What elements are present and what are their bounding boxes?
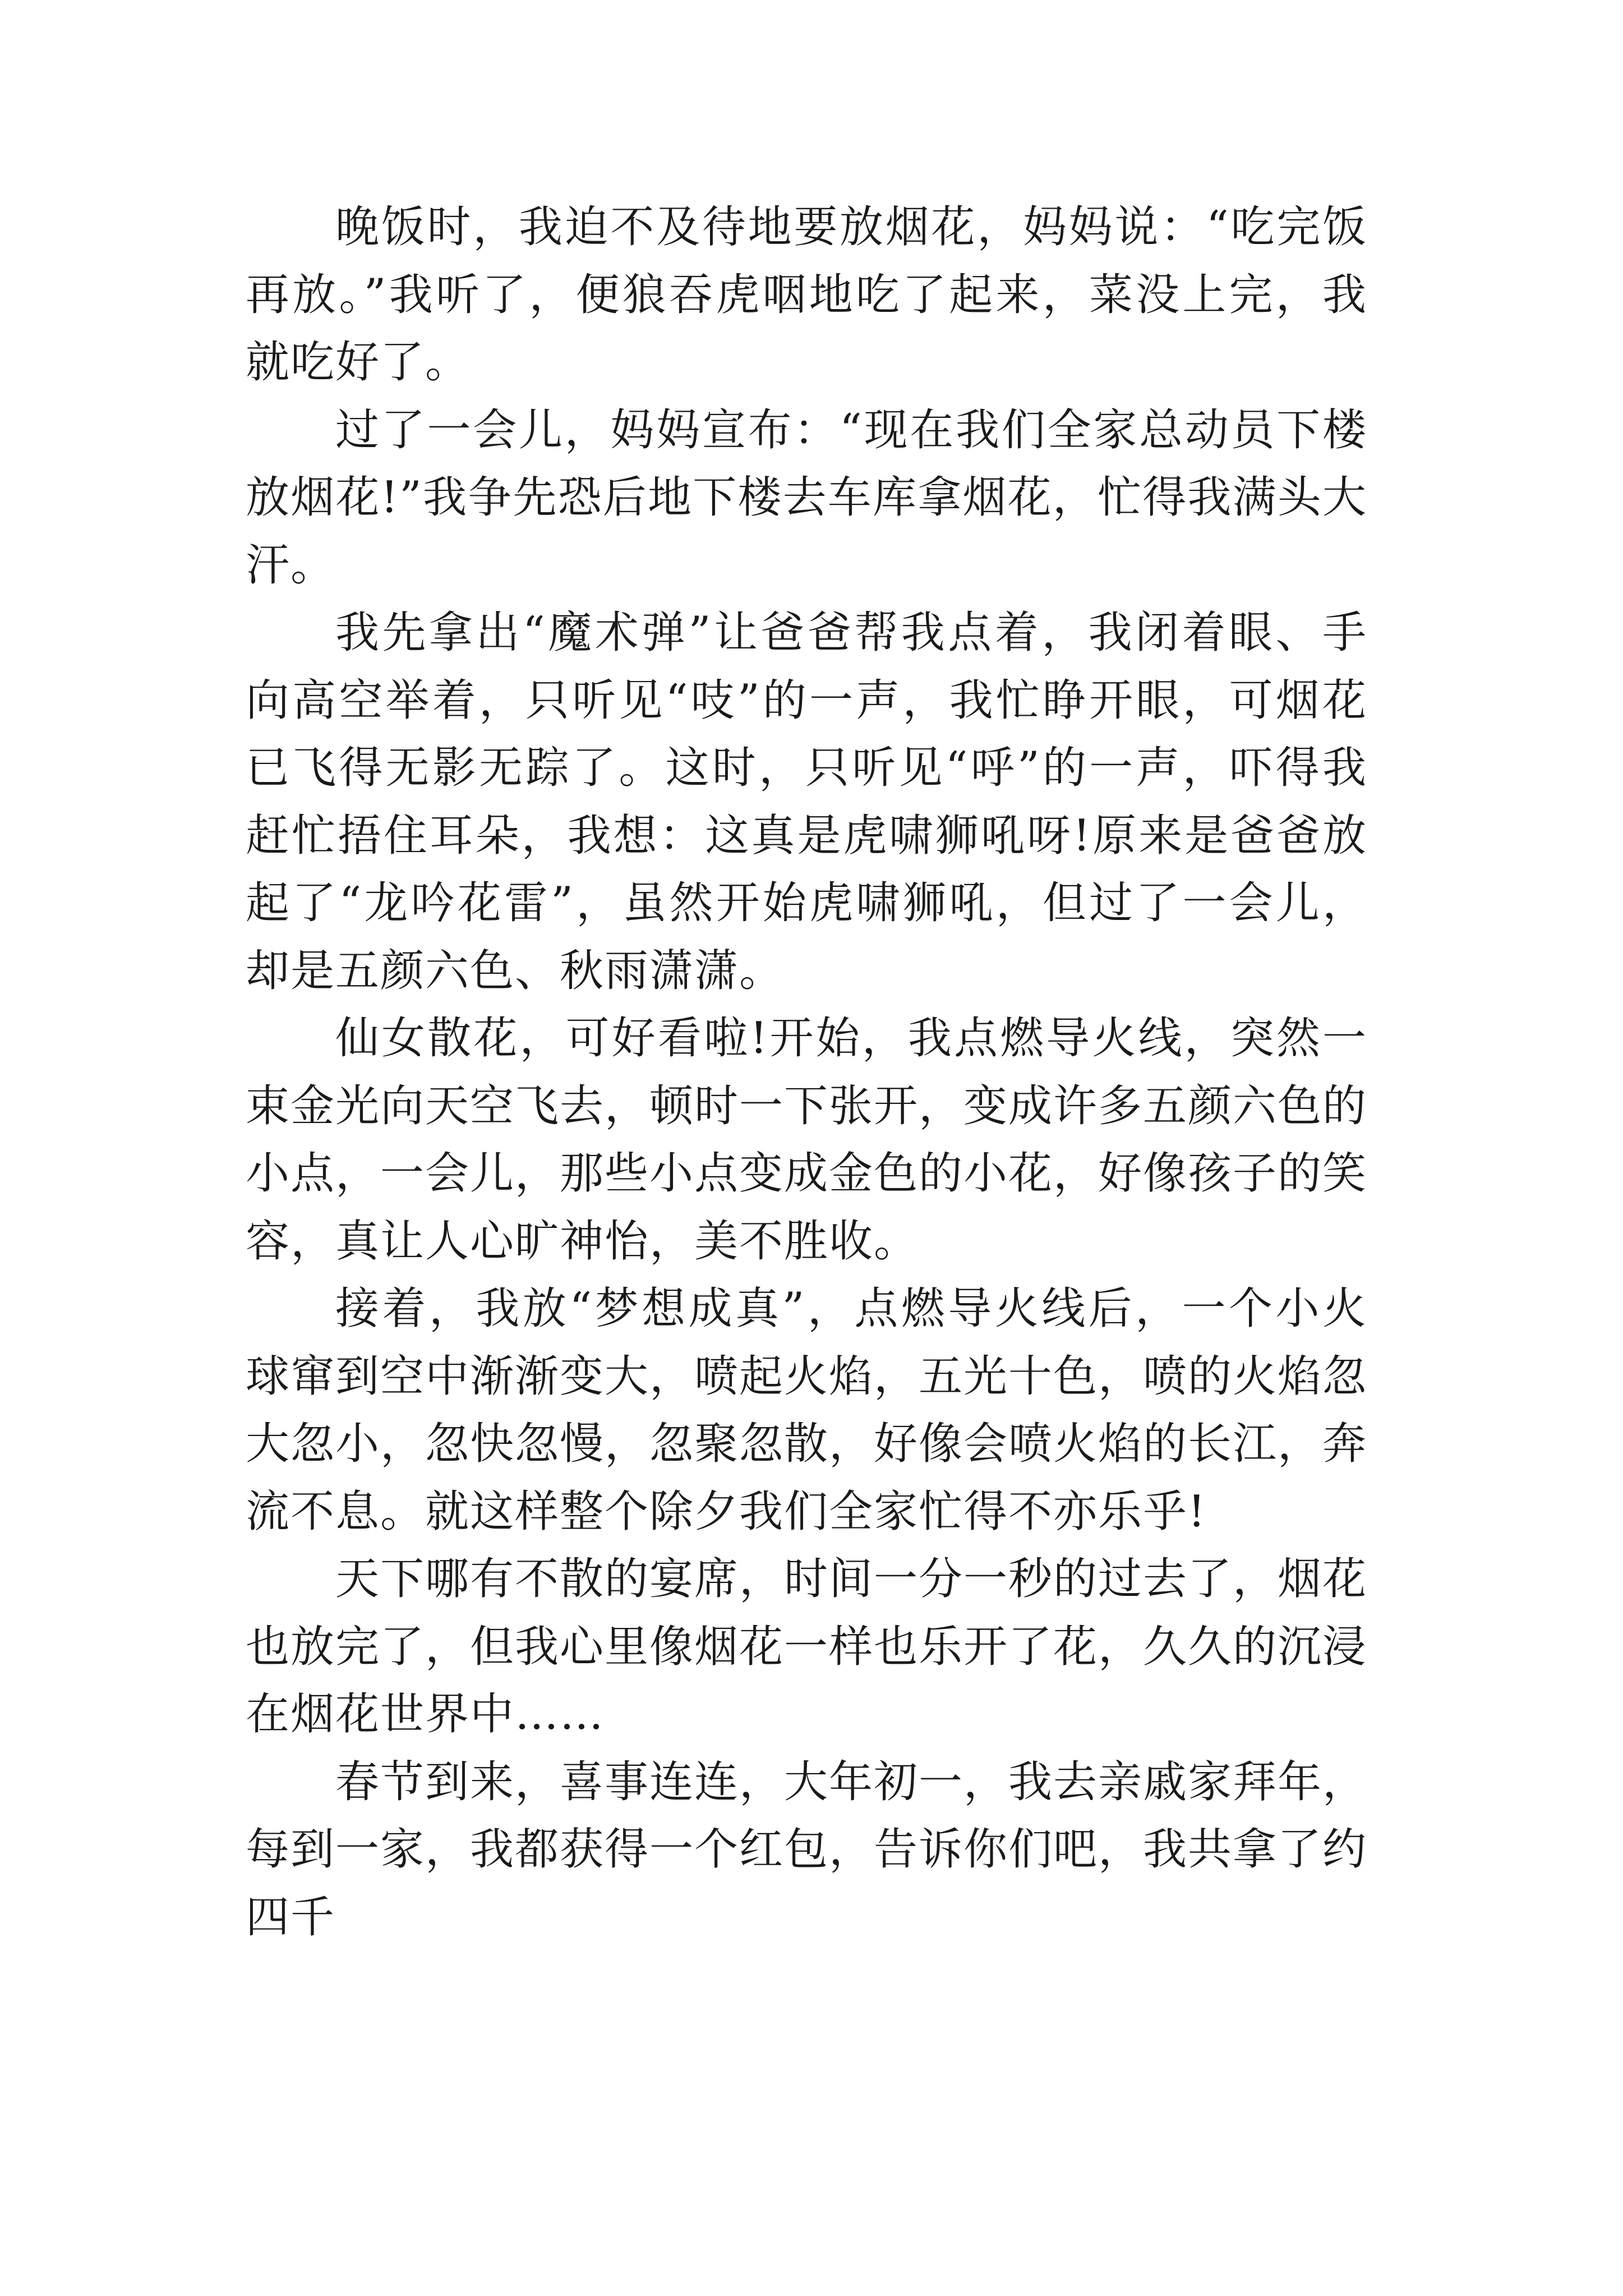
paragraph: 接着，我放“梦想成真”，点燃导火线后，一个小火球窜到空中渐渐变大，喷起火焰，五光十色，喷的火焰忽大忽小，忽快忽慢，忽聚忽散，好像会喷火焰的长江，奔流不息。就这样整个除夕我们全家忙得不亦乐乎! [246, 1283, 1368, 1537]
paragraph: 仙女散花，可好看啦!开始，我点燃导火线，突然一束金光向天空飞去，顿时一下张开，变成许多五颜六色的小点，一会儿，那些小点变成金色的小花，好像孩子的笑容，真让人心旷神怡，美不胜收。 [246, 1013, 1368, 1267]
body-text [246, 194, 1367, 1951]
paragraph: 我先拿出“魔术弹”让爸爸帮我点着，我闭着眼、手向高空举着，只听见“吱”的一声，我忙睁开眼，可烟花已飞得无影无踪了。这时，只听见“呼”的一声，吓得我赶忙捂住耳朵，我想：这真是虎啸狮吼呀!原来是爸爸放起了“龙吟花雷”，虽然开始虎啸狮吼，但过了一会儿，却是五颜六色、秋雨潇潇。 [246, 608, 1367, 996]
paragraph: 天下哪有不散的宴席，时间一分一秒的过去了，烟花也放完了，但我心里像烟花一样也乐开了花，久久的沉浸在烟花世界中…… [246, 1554, 1368, 1740]
paragraph: 过了一会儿，妈妈宣布：“现在我们全家总动员下楼放烟花!”我争先恐后地下楼去车库拿烟花，忙得我满头大汗。 [246, 404, 1367, 591]
paragraph: 晚饭时，我迫不及待地要放烟花，妈妈说：“吃完饭再放。”我听了，便狼吞虎咽地吃了起来，菜没上完，我就吃好了。 [246, 202, 1367, 388]
paragraph: 春节到来，喜事连连，大年初一，我去亲戚家拜年，每到一家，我都获得一个红包，告诉你们吧，我共拿了约四千 [246, 1756, 1368, 1943]
